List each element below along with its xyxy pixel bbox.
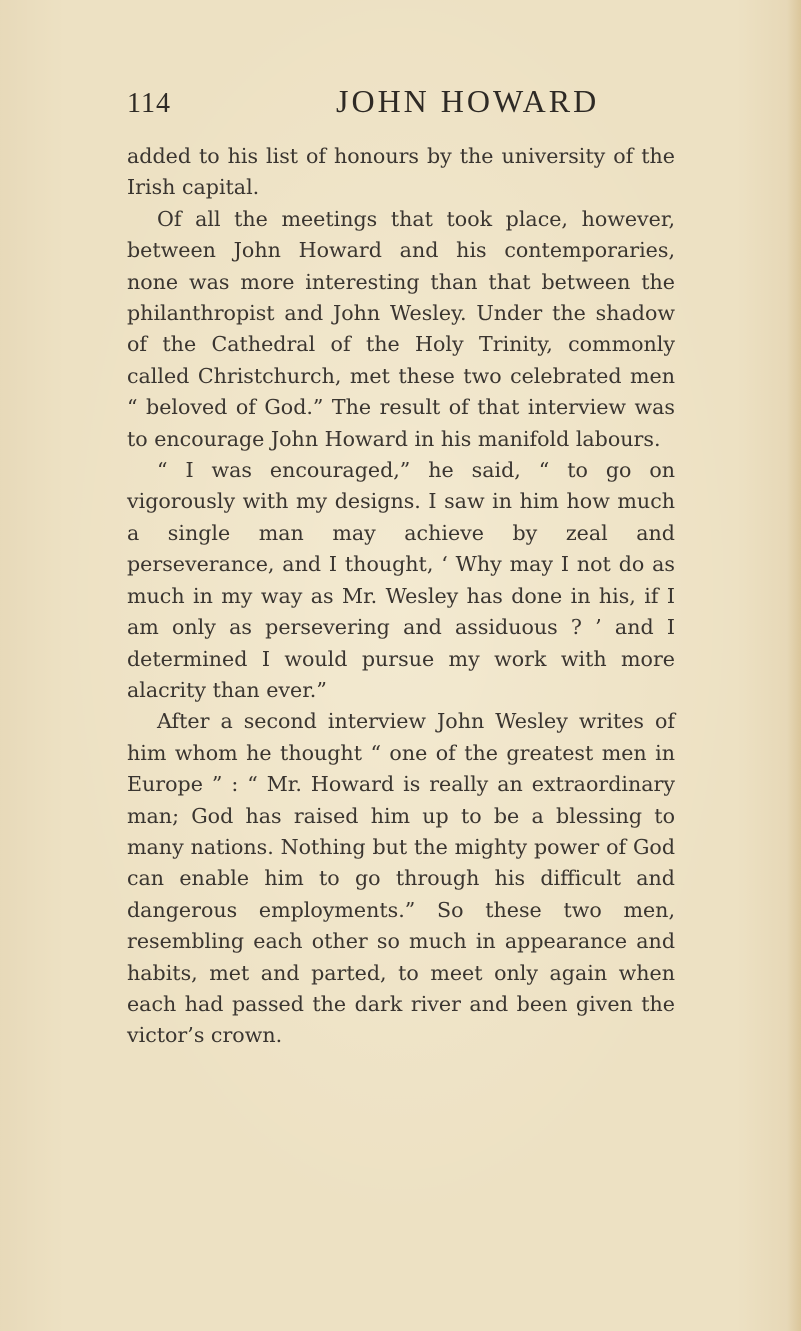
page-number: 114: [127, 88, 171, 119]
paragraph-continuation: added to his list of honours by the university of the Irish capital.: [127, 144, 675, 200]
running-title: JOHN HOWARD: [336, 83, 600, 119]
body-text: [127, 141, 675, 1052]
paragraph-howard-quote: “ I was encouraged,” he said, “ to go on vigorously with my designs. I saw in him how much a single man may achieve by zeal and perseverance, and I thought, ‘ Why may I not do as much in my way as Mr. Wesley has done in his, if I am only as persevering and assiduous ? ’ and I determined I would pursue my work with more alacrity than ever.”: [127, 458, 675, 702]
running-head: [0, 80, 801, 130]
page-edge-shadow: [787, 0, 801, 1331]
paragraph-second-interview: After a second interview John Wesley writes of him whom he thought “ one of the greatest men in Europe ” : “ Mr. Howard is really an extraordinary man; God has raised him up to be a blessing to many nations. Nothing but the mighty power of God can enable him to go through his difficult and dangerous employments.” So these two men, resembling each other so much in appearance and habits, met and parted, to meet only again when each had passed the dark river and been given the victor’s crown.: [127, 709, 675, 1048]
paragraph-wesley-meeting: Of all the meetings that took place, however, between John Howard and his contemporaries, none was more interesting than that between the philanthropist and John Wesley. Under the shadow of the Cathedral of the Holy Trinity, commonly called Christchurch, met these two celebrated men “ beloved of God.” The result of that interview was to encourage John Howard in his manifold labours.: [127, 206, 675, 451]
